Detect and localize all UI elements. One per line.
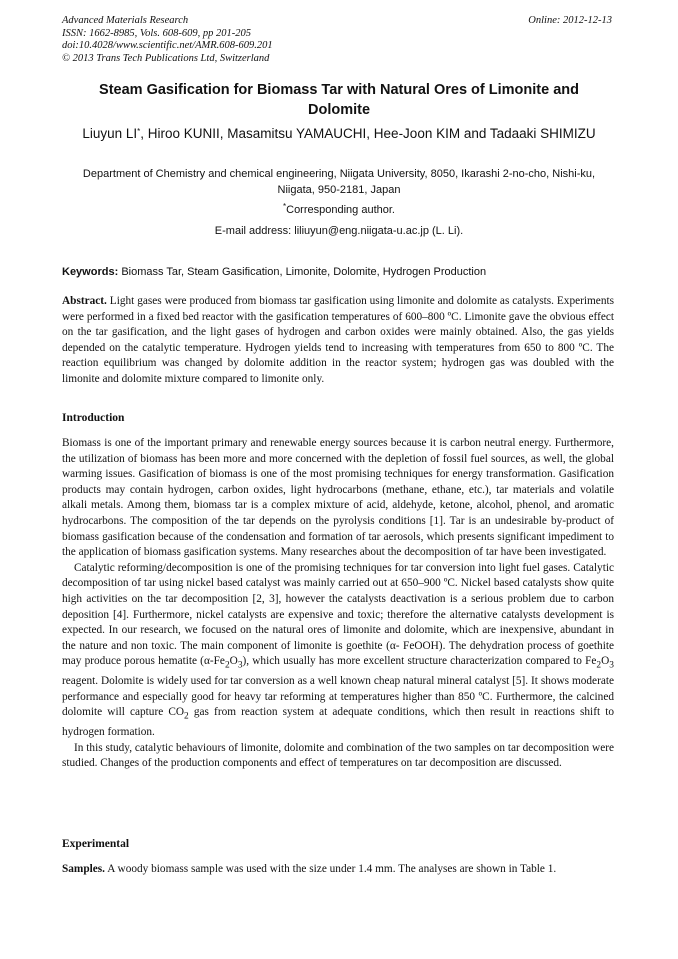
affiliation: Department of Chemistry and chemical engineering, Niigata University, 8050, Ikarashi 2-no-cho, Nishi-ku, Niigata, 950-2181, Japan <box>82 168 596 196</box>
p2-sub-2: 3 <box>237 660 243 671</box>
doi-line: doi:10.4028/www.scientific.net/AMR.608-609.201 <box>62 40 273 51</box>
abstract-text: Light gases were produced from biomass tar gasification using limonite and dolomite as catalysts. Experiments were performed in a fixed bed reactor with the gasification temperatures of 600–800 ºC. Limonite gave the obvious effect on the tar gasification, and the light gases of hydrogen and carbon oxides were mainly obtained. Also, the gas yields depended on the catalytic temperature. Hydrogen yields tend to increasing with temperatures from 650 to 800 ºC. The reaction equilibrium was changed by dolomite addition in the reactor system; hydrogen gas was doubled with the limonite and dolomite mixture compared to limonite only. <box>62 295 614 385</box>
intro-paragraph-3: In this study, catalytic behaviours of limonite, dolomite and combination of the two samples on tar decomposition were studied. Changes of the production components and effect of temperatures on tar decomposition are discussed. <box>62 741 614 770</box>
experimental-heading: Experimental <box>62 838 130 850</box>
introduction-heading: Introduction <box>62 412 125 424</box>
samples-label: Samples. <box>62 863 105 875</box>
other-authors: , Hiroo KUNII, Masamitsu YAMAUCHI, Hee-Joon KIM and Tadaaki SHIMIZU <box>140 126 596 141</box>
online-date: Online: 2012-12-13 <box>528 15 612 26</box>
samples-paragraph <box>62 862 614 878</box>
paper-title: Steam Gasification for Biomass Tar with Natural Ores of Limonite and Dolomite <box>99 82 579 118</box>
issn-line: ISSN: 1662-8985, Vols. 608-609, pp 201-205 <box>62 27 251 39</box>
introduction-body <box>62 436 614 772</box>
keywords-label: Keywords: <box>62 266 119 278</box>
corresponding-mark: * <box>137 127 141 136</box>
p2-text-c: ), which usually has more excellent structure characterization compared to Fe <box>242 655 597 668</box>
journal-header <box>62 15 273 65</box>
p2-text-a: Catalytic reforming/decomposition is one of the promising techniques for tar conversion into light fuel gases. Catalytic decomposition of tar using nickel based catalyst was mainly carried out at 650–900 ºC. Nickel based catalysts show quite high activities on the tar decomposition [2, 3], however the catalysts deactivation is a serious problem due to carbon deposition [4]. Furthermore, nickel catalysts are expensive and toxic; therefore the alternative catalysts development is expected. In our research, we focused on the natural ores of limonite and dolomite, which are inexpensive, abundant in the nature and non toxic. The main component of limonite is goethite (α- FeOOH). The dehydration process of goethite may produce porous hematite (α-Fe <box>62 561 614 668</box>
email-address: E-mail address: liliuyun@eng.niigata-u.ac.jp (L. Li). <box>214 225 464 237</box>
intro-paragraph-1: Biomass is one of the important primary and renewable energy sources because it is carbon neutral energy. Furthermore, the utilization of biomass has been more and more concerned with the depletion of fossil fuel sources, as well, the global warming issues. Gasification of biomass is one of the most promising techniques for energy transformation. Gasification products may contain hydrogen, carbon oxides, light hydrocarbons (methane, ethane, etc.), tar materials and volatile alkali metals. Among them, biomass tar is a complex mixture of acid, aldehyde, ketone, alcohol, phenol, and aromatic hydrocarbons. The composition of the tar depends on the pyrolysis conditions [1]. Tar is an undesirable by-product of biomass gasification because of the condensation and formation of tar aerosols, which presents significant impediment to the application of biomass gasification systems. Many researches about the decomposition of tar have been investigated. <box>62 437 614 559</box>
corresponding-note <box>70 204 608 216</box>
keywords-text: Biomass Tar, Steam Gasification, Limonite, Dolomite, Hydrogen Production <box>121 266 487 278</box>
journal-name: Advanced Materials Research <box>62 15 189 26</box>
p2-sub-1: 2 <box>224 660 230 671</box>
abstract <box>62 294 614 388</box>
intro-paragraph-2 <box>62 561 614 741</box>
p2-text-e: reagent. Dolomite is widely used for tar conversion as a well known cheap natural mineral catalyst [5]. It shows moderate performance and especially good for heavy tar reforming at temperatures higher than 850 ºC. Furthermore, the calcined dolomite will capture CO <box>62 675 614 719</box>
corresponding-note-text: Corresponding author. <box>286 204 395 216</box>
p2-sub-5: 2 <box>184 711 189 722</box>
author-list <box>70 124 608 143</box>
keywords <box>62 266 618 278</box>
abstract-label: Abstract. <box>62 295 107 307</box>
p2-sub-3: 2 <box>596 660 602 671</box>
samples-text: A woody biomass sample was used with the size under 1.4 mm. The analyses are shown in Table 1. <box>105 863 557 875</box>
first-author: Liuyun LI <box>82 126 138 141</box>
corresponding-note-mark: * <box>283 202 287 211</box>
p2-sub-4: 3 <box>609 660 614 671</box>
p2-text-d: O <box>601 655 610 668</box>
copyright-line: © 2013 Trans Tech Publications Ltd, Switzerland <box>62 52 270 64</box>
p2-text-b: O <box>229 655 238 668</box>
p2-text-f: gas from reaction system at adequate conditions, which then result in reactions shift to hydrogen formation. <box>62 706 614 739</box>
